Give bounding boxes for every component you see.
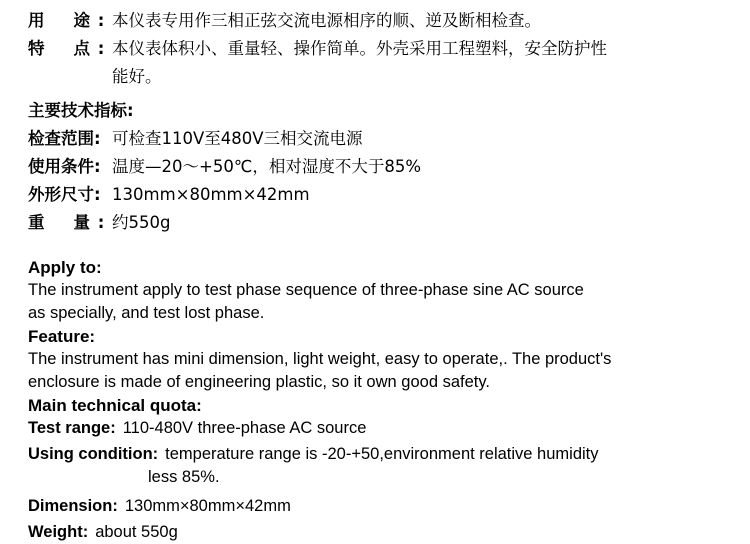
english-test-range-value: 110-480V three-phase AC source <box>122 419 367 437</box>
feature-text-continuation: 能好。 <box>112 67 162 86</box>
chinese-spec-row-weight <box>28 210 736 236</box>
english-using-condition-label: Using condition: <box>28 445 159 463</box>
spec-label-using-condition: 使用条件: <box>28 157 101 176</box>
application-colon: : <box>97 11 105 30</box>
english-test-range-row <box>28 417 736 440</box>
feature-label <box>28 36 90 62</box>
chinese-row-application <box>28 8 736 34</box>
english-using-condition-row <box>28 443 736 466</box>
spec-value-dimension: 130mm×80mm×42mm <box>112 185 310 204</box>
application-label-char-1: 用 <box>28 11 45 30</box>
chinese-section <box>28 8 736 236</box>
english-feature-heading: Feature: <box>28 327 96 346</box>
english-feature-line-2: enclosure is made of engineering plastic, so it own good safety. <box>28 373 490 391</box>
english-weight-label: Weight: <box>28 523 89 541</box>
english-tech-heading: Main technical quota: <box>28 396 202 415</box>
chinese-tech-heading: 主要技术指标: <box>28 101 134 120</box>
english-test-range-label: Test range: <box>28 419 116 437</box>
application-text: 本仪表专用作三相正弦交流电源相序的顺、逆及断相检查。 <box>112 11 541 30</box>
application-label <box>28 8 90 34</box>
spec-label-test-range: 检查范围: <box>28 129 101 148</box>
spec-value-using-condition: 温度—20～+50℃，相对湿度不大于85% <box>112 157 422 176</box>
english-apply-line-1: The instrument apply to test phase sequence of three-phase sine AC source <box>28 281 584 299</box>
weight-label-char-1: 重 <box>28 213 45 232</box>
feature-label-char-1: 特 <box>28 39 45 58</box>
application-label-char-2: 途 <box>73 11 90 30</box>
english-weight-row <box>28 521 736 544</box>
weight-label-char-2: 量 <box>73 213 90 232</box>
chinese-spec-row-using-condition <box>28 154 736 180</box>
english-using-condition-value-continuation: less 85%. <box>148 468 220 486</box>
english-using-condition-value: temperature range is -20-+50,environment relative humidity <box>165 445 599 463</box>
feature-colon: : <box>97 39 105 58</box>
spec-label-dimension: 外形尺寸: <box>28 185 101 204</box>
weight-label <box>28 210 90 236</box>
feature-label-char-2: 点 <box>73 39 90 58</box>
weight-value: 约550g <box>112 213 171 232</box>
english-apply-line-2: as specially, and test lost phase. <box>28 304 265 322</box>
english-weight-value: about 550g <box>95 523 178 541</box>
feature-text: 本仪表体积小、重量轻、操作简单。外壳采用工程塑料，安全防护性 <box>112 39 607 58</box>
weight-colon: : <box>97 213 105 232</box>
chinese-spec-row-test-range <box>28 126 736 152</box>
english-section <box>28 256 736 544</box>
chinese-spec-row-dimension <box>28 182 736 208</box>
english-dimension-row <box>28 495 736 518</box>
chinese-row-feature <box>28 36 736 62</box>
english-dimension-value: 130mm×80mm×42mm <box>124 497 291 515</box>
english-dimension-label: Dimension: <box>28 497 118 515</box>
english-feature-line-1: The instrument has mini dimension, light weight, easy to operate,. The product's <box>28 350 612 368</box>
spec-value-test-range: 可检查110V至480V三相交流电源 <box>112 129 363 148</box>
english-apply-heading: Apply to: <box>28 258 102 277</box>
